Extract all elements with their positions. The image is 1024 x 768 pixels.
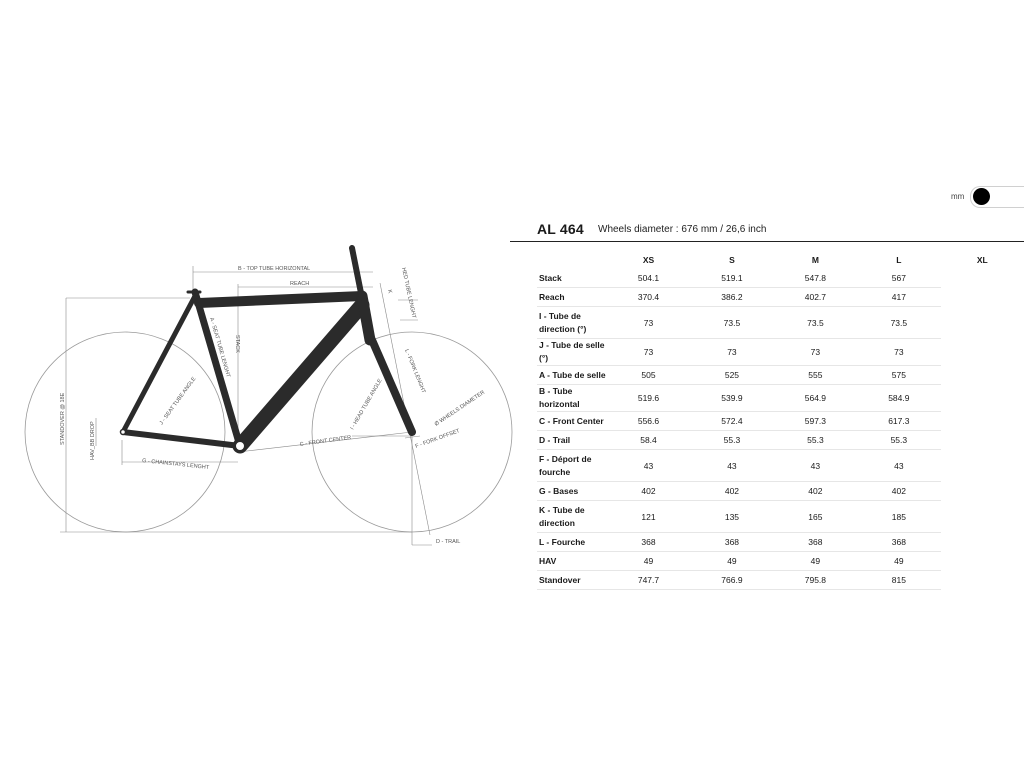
- label-fork-length: L - FORK LENGHT: [403, 348, 427, 395]
- cell-value: 49: [857, 552, 940, 571]
- cell-value: 49: [774, 552, 857, 571]
- table-row: [537, 450, 1024, 482]
- cell-value: 43: [607, 450, 690, 482]
- cell-value: 815: [857, 571, 940, 590]
- cell-value: 402: [690, 482, 773, 501]
- cell-value: 73: [607, 307, 690, 339]
- wheels-diameter-note: Wheels diameter : 676 mm / 26,6 inch: [598, 224, 767, 235]
- table-header-row: [537, 251, 1024, 269]
- table-row: [537, 533, 1024, 552]
- cell-value: 617.3: [857, 412, 940, 431]
- table-row: [537, 482, 1024, 501]
- cell-value: 368: [774, 533, 857, 552]
- cell-value: 525: [690, 366, 773, 385]
- cell-value: 505: [607, 366, 690, 385]
- cell-value-xl: [941, 571, 1024, 590]
- cell-value: 370.4: [607, 288, 690, 307]
- cell-value-xl: [941, 533, 1024, 552]
- cell-value: 504.1: [607, 269, 690, 288]
- table-row: [537, 501, 1024, 533]
- table-row: [537, 269, 1024, 288]
- cell-value: 135: [690, 501, 773, 533]
- label-top-tube: B - TOP TUBE HORIZONTAL: [238, 266, 311, 272]
- cell-value-xl: [941, 552, 1024, 571]
- cell-value-xl: [941, 482, 1024, 501]
- column-s: S: [729, 255, 735, 265]
- row-label: K - Tube de direction: [537, 501, 607, 533]
- cell-value-xl: [941, 431, 1024, 450]
- table-row: [537, 288, 1024, 307]
- cell-value: 556.6: [607, 412, 690, 431]
- label-seat-tube: A - SEAT TUBE LENGHT: [208, 316, 231, 379]
- cell-value-xl: [941, 501, 1024, 533]
- toggle-knob[interactable]: [973, 188, 990, 205]
- cell-value: 55.3: [857, 431, 940, 450]
- table-row: [537, 412, 1024, 431]
- geometry-header: [537, 221, 1024, 243]
- label-wheels-diameter: Ø WHEELS DIAMETER: [433, 389, 487, 428]
- row-label: Stack: [537, 269, 607, 288]
- cell-value: 121: [607, 501, 690, 533]
- cell-value: 73.5: [690, 307, 773, 339]
- row-label: C - Front Center: [537, 412, 607, 431]
- row-label: B - Tube horizontal: [537, 385, 607, 412]
- cell-value: 547.8: [774, 269, 857, 288]
- label-stack: STACK: [234, 335, 240, 353]
- row-label: Standover: [537, 571, 607, 590]
- cell-value: 402: [857, 482, 940, 501]
- cell-value: 73: [607, 339, 690, 366]
- row-label: I - Tube de direction (°): [537, 307, 607, 339]
- label-head-tube: HED TUBE LENGHT: [400, 267, 417, 319]
- bike-geometry-diagram: [0, 0, 530, 560]
- cell-value: 368: [690, 533, 773, 552]
- label-fork-offset: F - FORK OFFSET: [414, 428, 461, 450]
- row-label: J - Tube de selle (°): [537, 339, 607, 366]
- cell-value: 55.3: [690, 431, 773, 450]
- label-k: K: [386, 289, 393, 295]
- row-label: G - Bases: [537, 482, 607, 501]
- unit-toggle[interactable]: [951, 186, 1024, 208]
- cell-value: 73: [690, 339, 773, 366]
- table-row: [537, 431, 1024, 450]
- row-label: L - Fourche: [537, 533, 607, 552]
- header-label-col: [537, 251, 607, 269]
- table-row: [537, 366, 1024, 385]
- label-seat-angle: J - SEAT TUBE ANGLE: [158, 376, 198, 427]
- cell-value-xl: [941, 412, 1024, 431]
- cell-value: 567: [857, 269, 940, 288]
- cell-value: 368: [857, 533, 940, 552]
- column-xl: XL: [976, 255, 988, 265]
- column-m: M: [811, 255, 819, 265]
- table-row: [537, 307, 1024, 339]
- cell-value: 402: [774, 482, 857, 501]
- cell-value: 43: [857, 450, 940, 482]
- cell-value: 165: [774, 501, 857, 533]
- cell-value-xl: [941, 450, 1024, 482]
- cell-value: 185: [857, 501, 940, 533]
- cell-value-xl: [941, 288, 1024, 307]
- model-title: AL 464: [537, 221, 584, 237]
- cell-value: 519.6: [607, 385, 690, 412]
- row-label: A - Tube de selle: [537, 366, 607, 385]
- cell-value: 43: [690, 450, 773, 482]
- row-label: HAV: [537, 552, 607, 571]
- cell-value: 584.9: [857, 385, 940, 412]
- row-label: Reach: [537, 288, 607, 307]
- cell-value-xl: [941, 307, 1024, 339]
- cell-value: 795.8: [774, 571, 857, 590]
- header-divider: [510, 241, 1024, 242]
- table-row: [537, 571, 1024, 590]
- cell-value: 43: [774, 450, 857, 482]
- cell-value: 766.9: [690, 571, 773, 590]
- cell-value: 402: [607, 482, 690, 501]
- cell-value: 58.4: [607, 431, 690, 450]
- cell-value: 55.3: [774, 431, 857, 450]
- cell-value-xl: [941, 366, 1024, 385]
- cell-value: 539.9: [690, 385, 773, 412]
- row-label: D - Trail: [537, 431, 607, 450]
- label-hav: HAV_BB DROP: [90, 421, 96, 460]
- cell-value: 49: [607, 552, 690, 571]
- cell-value: 564.9: [774, 385, 857, 412]
- label-standover: STANDOVER @ 18E: [60, 392, 66, 445]
- label-chainstays: G - CHAINSTAYS LENGHT: [141, 458, 210, 472]
- cell-value: 747.7: [607, 571, 690, 590]
- cell-value: 555: [774, 366, 857, 385]
- cell-value-xl: [941, 339, 1024, 366]
- column-xs: XS: [642, 255, 655, 265]
- cell-value: 49: [690, 552, 773, 571]
- cell-value: 519.1: [690, 269, 773, 288]
- cell-value: 73.5: [857, 307, 940, 339]
- column-l: L: [896, 255, 902, 265]
- cell-value: 73: [857, 339, 940, 366]
- cell-value: 572.4: [690, 412, 773, 431]
- table-row: [537, 339, 1024, 366]
- table-row: [537, 552, 1024, 571]
- bottom-bracket: [235, 441, 245, 451]
- row-label: F - Déport de fourche: [537, 450, 607, 482]
- table-row: [537, 385, 1024, 412]
- unit-label-mm: mm: [951, 192, 965, 201]
- label-trail: D - TRAIL: [436, 539, 461, 545]
- cell-value: 368: [607, 533, 690, 552]
- cell-value: 402.7: [774, 288, 857, 307]
- label-head-angle: I - HEAD TUBE ANGLE: [349, 378, 384, 431]
- cell-value-xl: [941, 269, 1024, 288]
- cell-value: 417: [857, 288, 940, 307]
- cell-value: 597.3: [774, 412, 857, 431]
- cell-value: 386.2: [690, 288, 773, 307]
- cell-value: 73: [774, 339, 857, 366]
- label-front-center: C - FRONT CENTER: [299, 434, 352, 448]
- cell-value-xl: [941, 385, 1024, 412]
- geometry-table: [537, 251, 1024, 590]
- cell-value: 575: [857, 366, 940, 385]
- cell-value: 73.5: [774, 307, 857, 339]
- label-reach: REACH: [290, 281, 310, 287]
